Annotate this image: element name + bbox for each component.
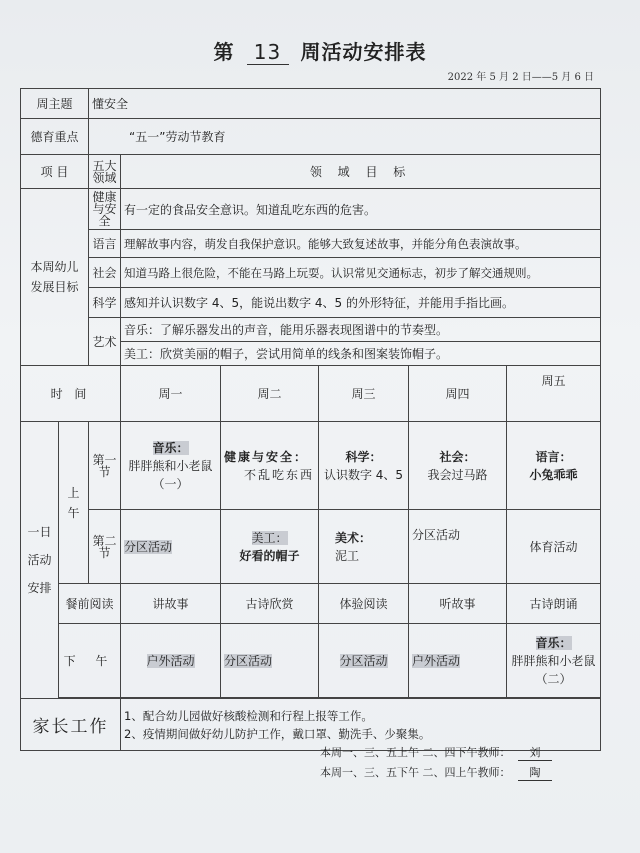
theme-label: 周主题: [21, 89, 89, 119]
wed-first-topic: 认识数字 4、5: [323, 467, 404, 482]
mon-premeal: 讲故事: [121, 584, 221, 624]
item-label: 项 目: [21, 155, 89, 189]
afternoon-row: [21, 624, 601, 698]
wed-premeal: 体验阅读: [319, 584, 409, 624]
day-fri: 周五: [507, 366, 601, 422]
parent-item-2: 2、疫情期间做好幼儿防护工作，戴口罩、勤洗手、少聚集。: [124, 726, 431, 741]
wed-first-subject: 科学：: [345, 449, 382, 464]
page-title: [0, 36, 640, 65]
time-label: 时 间: [21, 366, 121, 422]
day-thu: 周四: [409, 366, 507, 422]
day-tue: 周二: [221, 366, 319, 422]
title-prefix: 第: [213, 40, 235, 64]
wed-second-activity: [319, 510, 409, 584]
dev-row-science: [21, 288, 601, 318]
afternoon-label: 下 午: [59, 624, 121, 698]
signature-line-2: [320, 764, 552, 781]
tue-second-topic: 好看的帽子: [239, 548, 300, 563]
morning-first-row: [21, 422, 601, 510]
thu-premeal: 听故事: [409, 584, 507, 624]
mon-second-activity: [121, 510, 221, 584]
tue-second-subject: 美工：: [251, 530, 288, 545]
dev-row-art-music: [21, 318, 601, 342]
date-range: 2022 年 5 月 2 日——5 月 6 日: [447, 72, 594, 83]
day-wed: 周三: [319, 366, 409, 422]
domain-goal-health: 有一定的食品安全意识。知道乱吃东西的危害。: [121, 189, 601, 230]
morning-label: 上午: [59, 422, 89, 584]
thu-second-activity: [409, 510, 507, 584]
fri-first-subject: 语言：: [535, 449, 572, 464]
day-mon: 周一: [121, 366, 221, 422]
tue-premeal: 古诗欣赏: [221, 584, 319, 624]
thu-afternoon: [409, 624, 507, 698]
dev-row-health: [21, 189, 601, 230]
mon-first-activity: [121, 422, 221, 510]
fri-first-topic: 小兔乖乖: [529, 467, 578, 482]
signature-name-1: 刘: [518, 744, 552, 761]
tue-first-subject: 健康与安全：: [224, 449, 309, 464]
wed-second-topic: 泥工: [335, 548, 360, 563]
mon-afternoon-subject: 户外活动: [146, 654, 195, 668]
mon-afternoon: [121, 624, 221, 698]
fri-afternoon-subject: 音乐：: [535, 635, 572, 650]
tue-second-activity: [221, 510, 319, 584]
five-domains-label: 五大领域: [89, 155, 121, 189]
domain-header-row: [21, 155, 601, 189]
moral-label: 德育重点: [21, 119, 89, 155]
parent-label: 家长工作: [21, 699, 121, 751]
wed-afternoon: [319, 624, 409, 698]
signature-line-1: [320, 744, 552, 761]
thu-first-topic: 我会过马路: [427, 467, 488, 482]
domain-goal-social: 知道马路上很危险，不能在马路上玩耍。认识常见交通标志，初步了解交通规则。: [121, 258, 601, 288]
dev-row-language: [21, 230, 601, 258]
parent-items: [121, 699, 601, 751]
theme-row: [21, 89, 601, 119]
signature-text-1: 本周一、三、五上午 二、四下午教师：: [320, 746, 511, 759]
moral-row: [21, 119, 601, 155]
moral-value: “五一”劳动节教育: [89, 119, 601, 155]
wed-first-activity: [319, 422, 409, 510]
tue-first-topic: 不乱吃东西: [244, 467, 315, 482]
signature-name-2: 陶: [518, 764, 552, 781]
tue-afternoon-subject: 分区活动: [224, 654, 273, 668]
domain-goal-art-music: 音乐：了解乐器发出的声音，能用乐器表现图谱中的节奏型。: [121, 318, 601, 342]
daily-label: 一日活动安排: [21, 422, 59, 699]
title-suffix: 周活动安排表: [300, 40, 427, 64]
mon-second-subject: 分区活动: [124, 540, 173, 554]
dev-goals-label: 本周幼儿发展目标: [21, 189, 89, 366]
domain-goal-language: 理解故事内容，萌发自我保护意识。能够大致复述故事，并能分角色表演故事。: [121, 230, 601, 258]
wed-second-subject: 美术：: [335, 530, 372, 545]
domain-name-art: 艺术: [89, 318, 121, 366]
thu-first-activity: [409, 422, 507, 510]
domain-name-social: 社会: [89, 258, 121, 288]
parent-row: [21, 699, 601, 751]
domain-goal-science: 感知并认识数字 4、5，能说出数字 4、5 的外形特征，并能用手指比画。: [121, 288, 601, 318]
thu-second-subject: 分区活动: [412, 528, 461, 542]
theme-value: 懂安全: [89, 89, 601, 119]
mon-first-subject: 音乐：: [152, 440, 189, 455]
day-header-row: [21, 366, 601, 422]
fri-premeal: 古诗朗诵: [507, 584, 601, 624]
thu-afternoon-subject: 户外活动: [412, 654, 461, 668]
premeal-label: 餐前阅读: [59, 584, 121, 624]
domain-goal-art-craft: 美工：欣赏美丽的帽子，尝试用简单的线条和图案装饰帽子。: [121, 342, 601, 366]
fri-first-activity: [507, 422, 601, 510]
first-period-label: 第一节: [89, 422, 121, 510]
second-period-label: 第二节: [89, 510, 121, 584]
fri-second-subject: 体育活动: [529, 540, 578, 554]
week-number: 13: [247, 40, 289, 65]
premeal-row: [21, 584, 601, 624]
tue-first-activity: [221, 422, 319, 510]
signature-text-2: 本周一、三、五下午 二、四上午教师：: [320, 766, 511, 779]
thu-first-subject: 社会：: [439, 449, 476, 464]
dev-row-social: [21, 258, 601, 288]
domain-name-science: 科学: [89, 288, 121, 318]
morning-second-row: [21, 510, 601, 584]
domain-goal-heading: 领 域 目 标: [121, 155, 601, 189]
fri-afternoon-topic: 胖胖熊和小老鼠（二）: [511, 653, 596, 686]
wed-afternoon-subject: 分区活动: [339, 654, 388, 668]
parent-item-1: 1、配合幼儿园做好核酸检测和行程上报等工作。: [124, 708, 373, 723]
fri-second-activity: [507, 510, 601, 584]
tue-afternoon: [221, 624, 319, 698]
mon-first-topic: 胖胖熊和小老鼠（一）: [128, 458, 213, 491]
schedule-table: [20, 88, 601, 751]
domain-name-language: 语言: [89, 230, 121, 258]
domain-name-health: 健康与安全: [89, 189, 121, 230]
fri-afternoon: [507, 624, 601, 698]
